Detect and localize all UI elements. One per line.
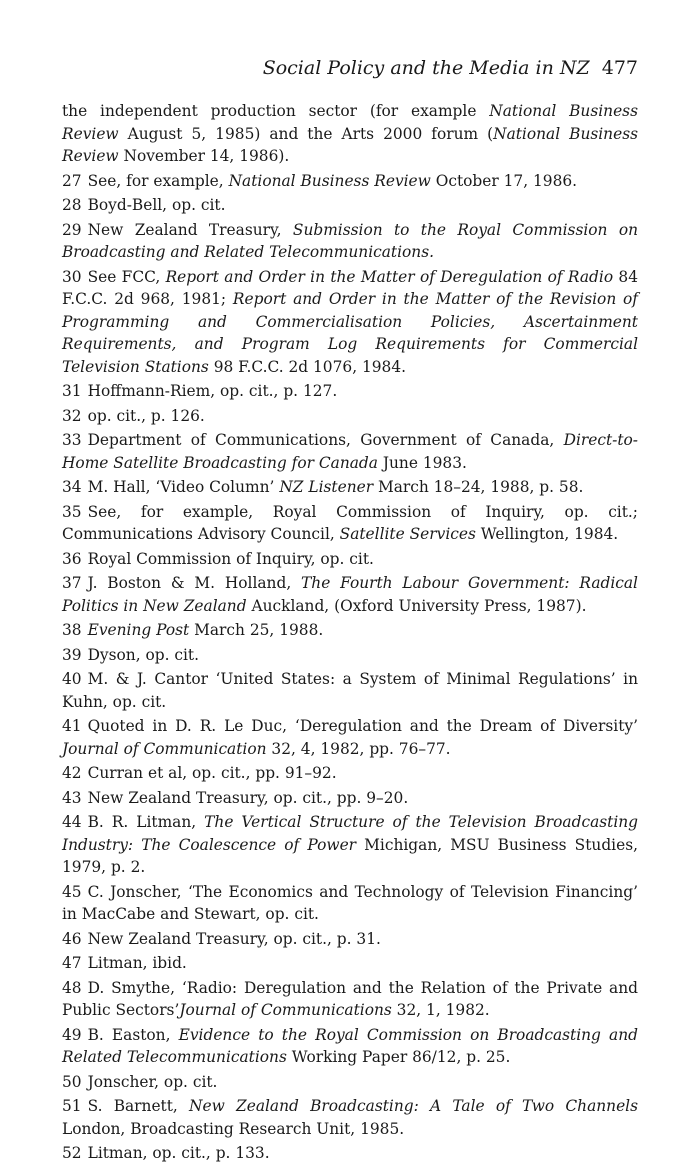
endnote-italic-text: National Business Review [228, 171, 431, 190]
endnote-number: 50 [62, 1072, 82, 1091]
page-number: 477 [601, 57, 638, 79]
endnote-continuation [62, 100, 638, 168]
endnote-36 [62, 548, 638, 571]
endnote-34 [62, 476, 638, 499]
endnote-number: 40 [62, 670, 82, 688]
endnote-text: See, for example, Royal Commission of Inquiry, op. cit.; Communications Advisory Council, [62, 502, 638, 543]
endnote-47 [62, 952, 638, 975]
endnote-text: New Zealand Treasury, op. cit., pp. 9–20. [87, 788, 409, 807]
endnote-text: C. Jonscher, ‘The Economics and Technology of Television Financing’ in MacCabe and Stewart, op. cit. [62, 882, 638, 923]
endnote-48 [62, 977, 638, 1022]
endnote-number: 44 [62, 813, 82, 831]
endnote-50 [62, 1071, 638, 1094]
endnote-text: London, Broadcasting Research Unit, 1985. [62, 1119, 405, 1138]
endnote-text: Hoffmann-Riem, op. cit., p. 127. [87, 382, 338, 400]
endnote-text: New Zealand Treasury, [87, 220, 293, 239]
endnote-text: March 25, 1988. [189, 621, 324, 639]
endnote-text: Litman, op. cit., p. 133. [87, 1144, 270, 1162]
endnote-text: 32, 1, 1982. [391, 1001, 490, 1019]
endnote-number: 47 [62, 954, 82, 972]
endnote-number: 31 [62, 382, 82, 400]
endnote-italic-text: National Business Review [62, 102, 638, 143]
endnote-italic-text: New Zealand Broadcasting: A Tale of Two Channels [189, 1097, 638, 1115]
endnote-text: B. Easton, [87, 1025, 179, 1044]
endnote-text: March 18–24, 1988, p. 58. [373, 478, 584, 496]
endnote-27 [62, 170, 638, 193]
endnote-text: the independent production sector (for example [62, 102, 490, 120]
endnote-text: 84 F.C.C. 2d 968, 1981; [62, 267, 639, 308]
running-head-title: Social Policy and the Media in NZ [262, 57, 590, 79]
endnote-italic-text: Evidence to the Royal Commission on Broadcasting and Related Telecommunications [62, 1025, 638, 1066]
endnote-number: 33 [62, 431, 82, 449]
endnote-number: 42 [62, 764, 82, 782]
endnote-text: Royal Commission of Inquiry, op. cit. [87, 549, 374, 568]
endnote-number: 34 [62, 478, 82, 496]
endnote-italic-text: The Fourth Labour Government: Radical Politics in New Zealand [62, 574, 638, 615]
endnote-number: 46 [62, 929, 82, 948]
endnote-37 [62, 572, 638, 617]
endnote-text: October 17, 1986. [430, 171, 578, 190]
endnote-text: Wellington, 1984. [475, 525, 619, 543]
endnote-italic-text: Journal of Communication [62, 739, 267, 758]
endnote-text: Michigan, MSU Business Studies, 1979, p. 2. [62, 835, 638, 876]
endnote-italic-text: The Vertical Structure of the Television Broadcasting Industry: The Coalescence of Power [62, 813, 639, 854]
endnote-text: Dyson, op. cit. [87, 645, 200, 664]
endnote-text: 32, 4, 1982, pp. 76–77. [266, 739, 451, 758]
endnote-text: June 1983. [377, 453, 467, 472]
endnote-text: August 5, 1985) and the Arts 2000 forum ( [118, 124, 494, 143]
endnote-number: 51 [62, 1097, 82, 1115]
endnote-text: Quoted in D. R. Le Duc, ‘Deregulation and the Dream of Diversity’ [87, 717, 638, 735]
endnote-italic-text: National Business Review [62, 124, 639, 165]
endnote-text: Auckland, (Oxford University Press, 1987). [246, 596, 587, 615]
endnote-text: Curran et al, op. cit., pp. 91–92. [87, 764, 337, 782]
endnote-text: Boyd-Bell, op. cit. [87, 196, 226, 214]
endnote-italic-text: Direct-to-Home Satellite Broadcasting for Canada [62, 431, 638, 472]
endnote-italic-text: Submission to the Royal Commission on Broadcasting and Related Telecommunications. [62, 220, 638, 261]
endnote-italic-text: Journal of Communications [179, 1001, 392, 1019]
endnote-text: J. Boston & M. Holland, [87, 574, 302, 592]
endnote-35 [62, 501, 638, 546]
endnote-number: 36 [62, 549, 82, 568]
endnote-number: 41 [62, 717, 82, 735]
endnote-number: 28 [62, 196, 82, 214]
endnote-text: New Zealand Treasury, op. cit., p. 31. [87, 929, 381, 948]
endnote-text: Working Paper 86/12, p. 25. [286, 1048, 511, 1066]
endnote-number: 45 [62, 882, 82, 901]
endnote-text: D. Smythe, ‘Radio: Deregulation and the Relation of the Private and Public Sectors’ [62, 978, 638, 1019]
endnote-52 [62, 1142, 638, 1165]
endnote-text: Litman, ibid. [87, 954, 187, 972]
endnote-text: See, for example, [87, 171, 229, 190]
endnote-43 [62, 787, 638, 810]
endnote-text: M. & J. Cantor ‘United States: a System of Minimal Regulations’ in Kuhn, op. cit. [62, 670, 638, 711]
endnote-italic-text: NZ Listener [279, 478, 374, 496]
endnote-42 [62, 762, 638, 785]
endnote-44 [62, 811, 638, 879]
endnote-number: 37 [62, 574, 82, 592]
endnote-number: 35 [62, 502, 82, 521]
endnote-text: op. cit., p. 126. [87, 406, 205, 425]
endnote-49 [62, 1024, 638, 1069]
endnote-number: 29 [62, 220, 82, 239]
endnote-30 [62, 266, 638, 379]
endnote-45 [62, 881, 638, 926]
endnote-39 [62, 644, 638, 667]
endnote-29 [62, 219, 638, 264]
endnote-italic-text: Report and Order in the Matter of Deregulation of Radio [165, 267, 614, 286]
endnote-number: 48 [62, 978, 82, 997]
endnote-number: 43 [62, 788, 82, 807]
endnote-text: November 14, 1986). [118, 147, 290, 165]
endnote-40 [62, 668, 638, 713]
endnote-number: 38 [62, 621, 82, 639]
endnote-number: 52 [62, 1144, 82, 1162]
endnote-italic-text: Report and Order in the Matter of the Revision of Programming and Commercialisation Policies, Ascertainment Requirements, and Program Log Requirements for Commercial Television Stations [62, 290, 638, 376]
endnote-text: B. R. Litman, [87, 813, 205, 831]
endnote-number: 49 [62, 1025, 82, 1044]
endnote-number: 39 [62, 645, 82, 664]
endnote-33 [62, 429, 638, 474]
endnote-italic-text: Evening Post [87, 621, 190, 639]
endnote-text: Department of Communications, Government of Canada, [87, 431, 564, 449]
endnote-number: 32 [62, 406, 82, 425]
endnote-32 [62, 405, 638, 428]
endnote-28 [62, 194, 638, 217]
endnote-italic-text: Satellite Services [339, 525, 476, 543]
endnote-text: 98 F.C.C. 2d 1076, 1984. [208, 357, 407, 376]
endnote-number: 30 [62, 267, 82, 286]
endnote-text: See FCC, [87, 267, 166, 286]
endnote-31 [62, 380, 638, 403]
endnote-41 [62, 715, 638, 760]
endnote-text: S. Barnett, [87, 1097, 190, 1115]
endnote-text: Jonscher, op. cit. [87, 1072, 218, 1091]
endnote-number: 27 [62, 171, 82, 190]
endnote-text: M. Hall, ‘Video Column’ [87, 478, 280, 496]
running-head [62, 56, 638, 80]
endnotes-list [62, 100, 638, 1167]
endnote-38 [62, 619, 638, 642]
endnote-46 [62, 928, 638, 951]
